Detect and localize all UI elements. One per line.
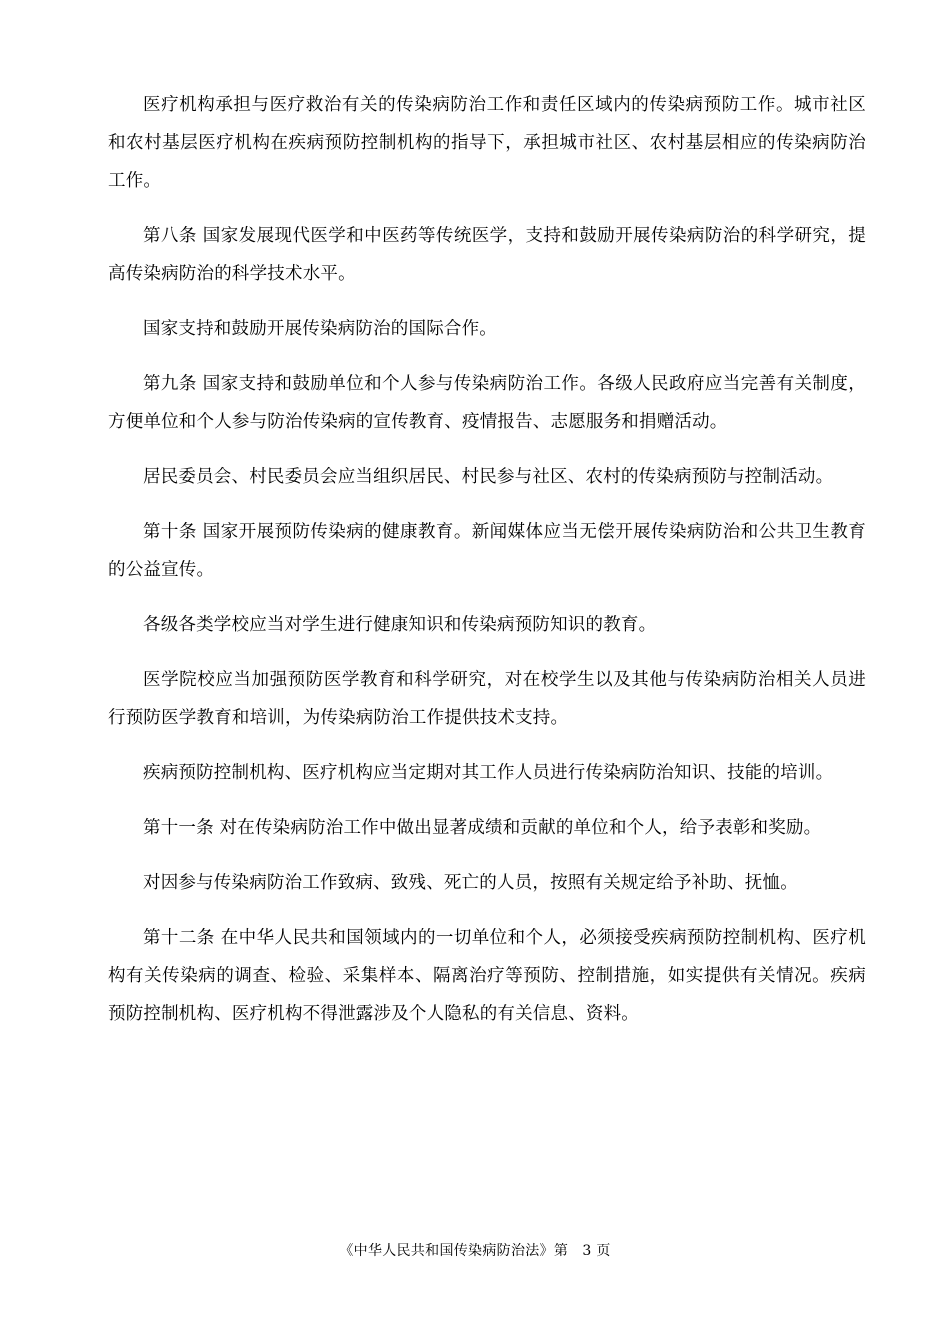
paragraph: 第九条 国家支持和鼓励单位和个人参与传染病防治工作。各级人民政府应当完善有关制度，方便单位和个人参与防治传染病的宣传教育、疫情报告、志愿服务和捐赠活动。 (108, 374, 866, 432)
paragraph: 对因参与传染病防治工作致病、致残、死亡的人员，按照有关规定给予补助、抚恤。 (143, 873, 798, 893)
paragraph: 疾病预防控制机构、医疗机构应当定期对其工作人员进行传染病防治知识、技能的培训。 (143, 763, 834, 783)
document-body (108, 86, 866, 1050)
paragraph: 居民委员会、村民委员会应当组织居民、村民参与社区、农村的传染病预防与控制活动。 (143, 467, 834, 487)
paragraph: 第十一条 对在传染病防治工作中做出显著成绩和贡献的单位和个人，给予表彰和奖励。 (143, 818, 822, 838)
paragraph: 各级各类学校应当对学生进行健康知识和传染病预防知识的教育。 (143, 615, 657, 635)
paragraph: 第十二条 在中华人民共和国领域内的一切单位和个人，必须接受疾病预防控制机构、医疗机构有关传染病的调查、检验、采集样本、隔离治疗等预防、控制措施，如实提供有关情况。疾病预防控制机构、医疗机构不得泄露涉及个人隐私的有关信息、资料。 (108, 928, 866, 1024)
page-footer (0, 1241, 950, 1261)
paragraph: 第十条 国家开展预防传染病的健康教育。新闻媒体应当无偿开展传染病防治和公共卫生教育的公益宣传。 (108, 522, 866, 580)
paragraph: 医学院校应当加强预防医学教育和科学研究，对在校学生以及其他与传染病防治相关人员进行预防医学教育和培训，为传染病防治工作提供技术支持。 (108, 670, 866, 728)
page-footer-text: 《中华人民共和国传染病防治法》第 3 页 (339, 1243, 611, 1259)
paragraph: 第八条 国家发展现代医学和中医药等传统医学，支持和鼓励开展传染病防治的科学研究，提高传染病防治的科学技术水平。 (108, 226, 866, 284)
paragraph: 国家支持和鼓励开展传染病防治的国际合作。 (143, 319, 497, 339)
paragraph: 医疗机构承担与医疗救治有关的传染病防治工作和责任区域内的传染病预防工作。城市社区和农村基层医疗机构在疾病预防控制机构的指导下，承担城市社区、农村基层相应的传染病防治工作。 (108, 95, 866, 191)
